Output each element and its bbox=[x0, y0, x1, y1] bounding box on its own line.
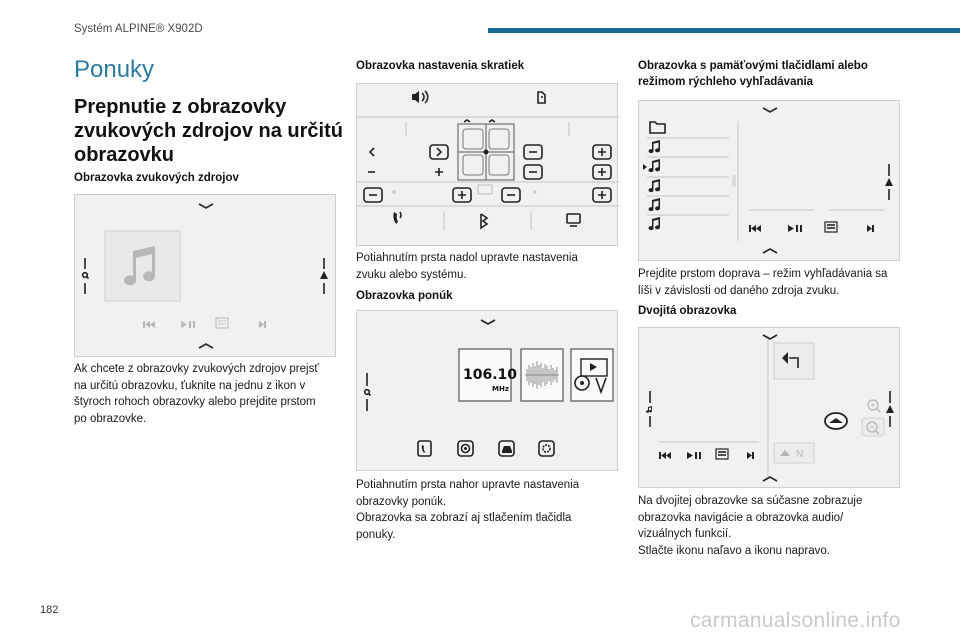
dual-screen bbox=[638, 327, 900, 488]
music-note-icon[interactable] bbox=[649, 159, 661, 172]
previous-icon[interactable] bbox=[659, 452, 671, 459]
next-icon[interactable] bbox=[259, 321, 266, 328]
compass-icon[interactable] bbox=[774, 443, 814, 463]
screen-icon[interactable] bbox=[567, 214, 580, 226]
music-note-icon[interactable] bbox=[649, 198, 661, 211]
chevron-down-icon[interactable] bbox=[481, 320, 495, 324]
chevron-up-icon[interactable] bbox=[763, 249, 777, 253]
menu-screen bbox=[356, 310, 618, 471]
navigation-turn-icon[interactable] bbox=[774, 343, 814, 379]
header-bar bbox=[488, 28, 960, 33]
phone-icon[interactable] bbox=[393, 212, 401, 224]
music-note-icon[interactable] bbox=[649, 217, 661, 230]
chevron-down-icon[interactable] bbox=[763, 108, 777, 112]
page-number: 182 bbox=[40, 604, 59, 616]
chevron-right-button[interactable] bbox=[430, 145, 448, 159]
folder-icon[interactable] bbox=[650, 122, 665, 133]
radio-icon[interactable] bbox=[459, 349, 517, 401]
compass-letter: N bbox=[796, 449, 804, 460]
menu-screen-text: Potiahnutím prsta nahor upravte nastavenia obrazovky ponúk. Obrazovka sa zobrazí aj stlačením tlačidla ponuky. bbox=[356, 479, 580, 541]
equalizer-icon[interactable] bbox=[216, 318, 228, 328]
play-pause-icon[interactable] bbox=[788, 225, 802, 232]
car-icon[interactable] bbox=[499, 441, 514, 456]
plus-icon[interactable] bbox=[435, 168, 443, 176]
presets-screen-text: Prejdite prstom doprava – režim vyhľadávania sa líši v závislosti od daného zdroja zvuku. bbox=[638, 268, 888, 297]
play-pause-icon[interactable] bbox=[181, 321, 195, 328]
preset-buttons-screen bbox=[638, 100, 900, 261]
gear-icon[interactable] bbox=[539, 441, 554, 456]
bluetooth-icon[interactable] bbox=[481, 214, 487, 228]
caption-source-screen: Obrazovka zvukových zdrojov bbox=[74, 172, 239, 184]
dual-screen-text: Na dvojitej obrazovke sa súčasne zobrazuje obrazovka navigácie a obrazovka audio/ vizuálnych funkcií. Stlačte ikonu naľavo a ikonu napravo. bbox=[638, 495, 863, 557]
caption-settings-screen: Obrazovka nastavenia skratiek bbox=[356, 60, 525, 72]
map-position-icon bbox=[825, 413, 847, 429]
play-pause-icon[interactable] bbox=[687, 452, 701, 459]
chevron-down-icon[interactable] bbox=[199, 204, 213, 208]
next-icon[interactable] bbox=[867, 225, 874, 232]
system-settings-icon[interactable] bbox=[538, 92, 545, 103]
seat-icon bbox=[458, 124, 514, 180]
previous-icon[interactable] bbox=[749, 225, 761, 232]
section-title: Ponuky bbox=[74, 56, 155, 83]
radio-unit: MHz bbox=[492, 385, 509, 393]
shortcut-settings-screen bbox=[356, 83, 618, 246]
watermark: carmanualsonline.info bbox=[690, 609, 901, 632]
phone-icon[interactable] bbox=[418, 441, 431, 456]
caption-menu-screen: Obrazovka ponúk bbox=[356, 290, 453, 302]
section-heading: Prepnutie z obrazovky zvukových zdrojov na určitú obrazovku bbox=[74, 96, 343, 166]
up-arrow-icon[interactable] bbox=[885, 164, 893, 200]
album-art bbox=[105, 231, 180, 301]
radio-frequency: 106.10 bbox=[463, 367, 518, 383]
equalizer-icon[interactable] bbox=[716, 449, 728, 459]
zoom-in-icon[interactable] bbox=[868, 400, 880, 412]
connect-icon[interactable] bbox=[458, 441, 473, 456]
music-note-icon[interactable] bbox=[649, 179, 661, 192]
media-icon[interactable] bbox=[521, 349, 563, 401]
previous-icon[interactable] bbox=[143, 321, 155, 328]
chevron-left-icon[interactable] bbox=[370, 148, 374, 156]
up-arrow-icon[interactable] bbox=[886, 391, 894, 427]
search-icon[interactable] bbox=[365, 373, 371, 411]
music-note-icon[interactable] bbox=[649, 140, 661, 153]
chevron-up-icon[interactable] bbox=[763, 477, 777, 481]
music-source-icon[interactable] bbox=[646, 391, 652, 427]
equalizer-icon[interactable] bbox=[825, 222, 837, 232]
source-screen-text: Ak chcete z obrazovky zvukových zdrojov prejsť na určitú obrazovku, ťuknite na jednu z ikon v štyroch rohoch obrazovky alebo prejdite prstom po obrazovke. bbox=[74, 363, 319, 425]
chevron-down-icon[interactable] bbox=[763, 335, 777, 339]
caption-dual-screen: Dvojitá obrazovka bbox=[638, 305, 737, 317]
settings-screen-text: Potiahnutím prsta nadol upravte nastavenia zvuku alebo systému. bbox=[356, 252, 578, 281]
running-head: Systém ALPINE® X902D bbox=[74, 23, 203, 35]
zoom-out-icon[interactable] bbox=[862, 418, 884, 436]
up-arrow-icon[interactable] bbox=[320, 258, 328, 294]
chevron-up-icon[interactable] bbox=[199, 344, 213, 348]
next-icon[interactable] bbox=[747, 452, 754, 459]
audio-source-screen bbox=[74, 194, 336, 357]
volume-icon[interactable] bbox=[412, 91, 428, 103]
caption-presets-screen: Obrazovka s pamäťovými tlačidlami alebo režimom rýchleho vyhľadávania bbox=[638, 60, 868, 88]
video-icon[interactable] bbox=[571, 349, 613, 401]
search-icon[interactable] bbox=[83, 258, 89, 294]
